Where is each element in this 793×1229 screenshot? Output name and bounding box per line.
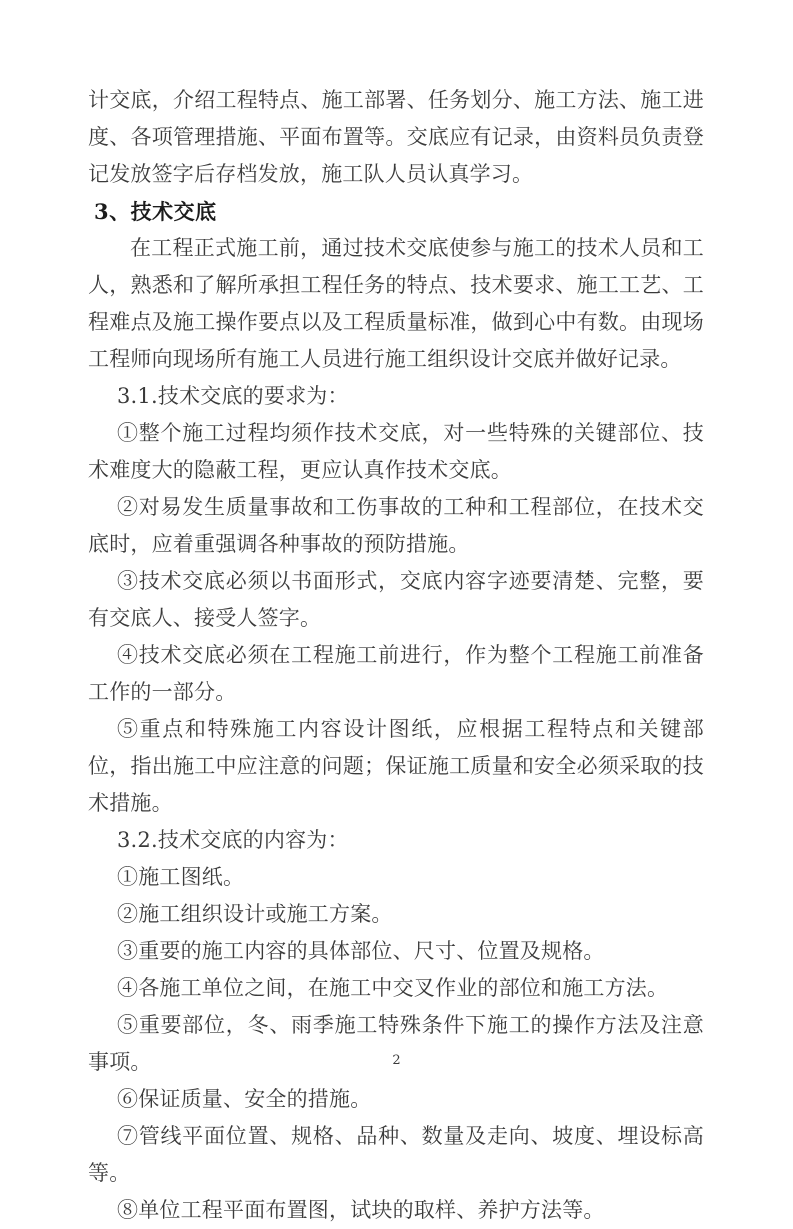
- list-item-3-1-5: ⑤重点和特殊施工内容设计图纸，应根据工程特点和关键部位，指出施工中应注意的问题；保证施工质量和安全必须采取的技术措施。: [88, 717, 704, 815]
- list-item-3-1-4: ④技术交底必须在工程施工前进行，作为整个工程施工前准备工作的一部分。: [88, 643, 704, 704]
- heading-section-3-1: 3.1.技术交底的要求为：: [117, 384, 349, 408]
- list-item-3-2-3: ③重要的施工内容的具体部位、尺寸、位置及规格。: [117, 939, 605, 963]
- paragraph-intro-continued: 计交底，介绍工程特点、施工部署、任务划分、施工方法、施工进度、各项管理措施、平面布置等。交底应有记录，由资料员负责登记发放签字后存档发放，施工队人员认真学习。: [88, 88, 704, 186]
- list-item-3-2-5: ⑤重要部位，冬、雨季施工特殊条件下施工的操作方法及注意事项。: [88, 1013, 704, 1074]
- list-item-3-2-8: ⑧单位工程平面布置图，试块的取样、养护方法等。: [117, 1198, 605, 1222]
- list-item-3-1-1: ①整个施工过程均须作技术交底，对一些特殊的关键部位、技术难度大的隐蔽工程，更应认真作技术交底。: [88, 421, 704, 482]
- list-item-3-1-3: ③技术交底必须以书面形式，交底内容字迹要清楚、完整，要有交底人、接受人签字。: [88, 569, 704, 630]
- list-item-3-1-2: ②对易发生质量事故和工伤事故的工种和工程部位，在技术交底时，应着重强调各种事故的预防措施。: [88, 495, 704, 556]
- list-item-3-2-2: ②施工组织设计或施工方案。: [117, 902, 393, 926]
- list-item-3-2-7: ⑦管线平面位置、规格、品种、数量及走向、坡度、埋设标高等。: [88, 1124, 704, 1185]
- paragraph-section-3-body: 在工程正式施工前，通过技术交底使参与施工的技术人员和工人，熟悉和了解所承担工程任务的特点、技术要求、施工工艺、工程难点及施工操作要点以及工程质量标准，做到心中有数。由现场工程师向现场所有施工人员进行施工组织设计交底并做好记录。: [88, 236, 704, 371]
- heading-section-3: 3、技术交底: [94, 199, 217, 224]
- page-number: 2: [392, 1053, 401, 1068]
- list-item-3-2-4: ④各施工单位之间，在施工中交叉作业的部位和施工方法。: [117, 976, 669, 1000]
- list-item-3-2-6: ⑥保证质量、安全的措施。: [117, 1087, 372, 1111]
- list-item-3-2-1: ①施工图纸。: [117, 865, 245, 889]
- heading-section-3-2: 3.2.技术交底的内容为：: [117, 828, 349, 852]
